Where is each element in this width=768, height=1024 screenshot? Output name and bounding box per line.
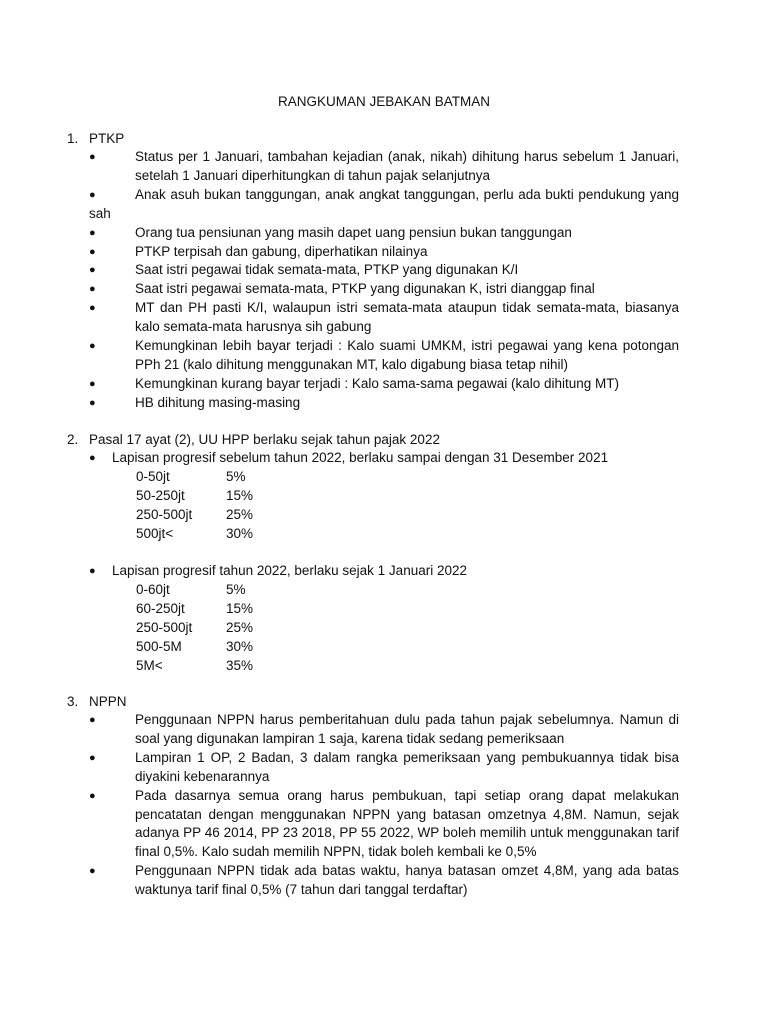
bullet-icon: ● (89, 396, 96, 409)
rate-percent: 5% (226, 468, 246, 484)
bullet-icon: ● (89, 264, 96, 277)
list-item: ● Penggunaan NPPN harus pemberitahuan dulu pada tahun pajak sebelumnya. Namun di soal yang digunakan lampiran 1 saja, karena tidak sedang pemeriksaan (89, 712, 679, 746)
rate-range: 5M< (136, 657, 163, 673)
bullet-icon: ● (89, 340, 96, 353)
rate-range: 60-250jt (136, 601, 185, 617)
rate-row (67, 487, 679, 506)
section-title: PTKP (89, 131, 125, 146)
bullet-icon: ● (89, 151, 96, 163)
rate-row (67, 581, 679, 600)
list-item: ● Lapisan progresif sebelum tahun 2022, berlaku sampai dengan 31 Desember 2021 (67, 449, 679, 468)
document-title: RANGKUMAN JEBAKAN BATMAN (277, 94, 491, 109)
bullet-icon: ● (89, 226, 96, 239)
rate-percent: 25% (226, 620, 254, 636)
bullet-icon: ● (89, 751, 96, 764)
list-item: ● Saat istri pegawai tidak semata-mata, PTKP yang digunakan K/I (67, 261, 679, 280)
section-title: Pasal 17 ayat (2), UU HPP berlaku sejak tahun pajak 2022 (89, 432, 440, 447)
rate-percent: 15% (226, 601, 254, 617)
bullet-icon: ● (89, 865, 96, 878)
rate-range: 250-500jt (136, 620, 193, 636)
section-heading (67, 430, 679, 449)
bullet-icon: ● (89, 565, 96, 578)
bullet-icon: ● (89, 283, 96, 296)
rate-row (67, 619, 679, 638)
rate-range: 50-250jt (136, 487, 185, 503)
rate-row (67, 600, 679, 619)
section-title: NPPN (89, 694, 127, 709)
list-item: ● Status per 1 Januari, tambahan kejadian (anak, nikah) dihitung harus sebelum 1 Januari, setelah 1 Januari diperhitungkan di tahun pajak selanjutnya (89, 149, 679, 183)
rate-row (67, 468, 679, 487)
list-item: ● Lampiran 1 OP, 2 Badan, 3 dalam rangka pemeriksaan yang pembukuannya tidak bisa diyakini kebenarannya (89, 749, 679, 784)
list-item: ● Kemungkinan lebih bayar terjadi : Kalo suami UMKM, istri pegawai yang kena potongan PPh 21 (kalo dihitung menggunakan MT, kalo digabung biasa tetap nihil) (89, 338, 679, 372)
bullet-icon: ● (89, 245, 96, 258)
list-item: ● Saat istri pegawai semata-mata, PTKP yang digunakan K, istri dianggap final (67, 280, 679, 299)
rate-range: 500jt< (136, 525, 174, 541)
bullet-icon: ● (89, 188, 96, 201)
rate-range: 250-500jt (136, 506, 193, 522)
list-item: ● PTKP terpisah dan gabung, diperhatikan nilainya (67, 243, 679, 262)
rate-percent: 15% (226, 487, 254, 503)
bullet-icon: ● (89, 377, 96, 390)
rate-range: 0-60jt (136, 582, 170, 598)
section-number: 3. (67, 694, 79, 709)
section-number: 2. (67, 432, 79, 447)
section-pasal-17 (67, 430, 679, 676)
rate-range: 0-50jt (136, 468, 170, 484)
list-item: ● Anak asuh bukan tanggungan, anak angkat tanggungan, perlu ada bukti pendukung yang sah (89, 186, 679, 221)
list-item: ● Pada dasarnya semua orang harus pembukuan, tapi setiap orang dapat melakukan pencatatan dengan menggunakan NPPN yang batasan omzetnya 4,8M. Namun, sejak adanya PP 46 2014, PP 23 2018, PP 55 2022, WP boleh memilih untuk menggunakan tarif final 0,5%. Kalo sudah memilih NPPN, tidak boleh kembali ke 0,5% (89, 787, 679, 860)
bullet-icon: ● (89, 302, 96, 315)
section-heading (67, 129, 679, 148)
list-item: ● MT dan PH pasti K/I, walaupun istri semata-mata ataupun tidak semata-mata, biasanya kalo semata-mata harusnya sih gabung (89, 300, 679, 335)
bullet-icon: ● (89, 714, 96, 726)
rate-percent: 25% (226, 506, 254, 522)
rate-row (67, 506, 679, 525)
list-item: ● HB dihitung masing-masing (67, 394, 679, 413)
rate-percent: 5% (226, 582, 246, 598)
list-item: ● Orang tua pensiunan yang masih dapet uang pensiun bukan tanggungan (67, 224, 679, 243)
rate-row (67, 525, 679, 544)
section-heading (67, 692, 679, 711)
rate-row (67, 657, 679, 676)
rate-row (67, 638, 679, 657)
rate-percent: 35% (226, 657, 254, 673)
bullet-icon: ● (89, 452, 96, 464)
rate-percent: 30% (226, 638, 254, 654)
bullet-icon: ● (89, 789, 96, 802)
section-nppn (67, 692, 679, 900)
section-number: 1. (67, 131, 79, 146)
section-ptkp (67, 129, 679, 413)
list-item: ● Penggunaan NPPN tidak ada batas waktu, hanya batasan omzet 4,8M, yang ada batas waktunya tarif final 0,5% (7 tahun dari tanggal terdaftar) (89, 863, 679, 898)
list-item: ● Lapisan progresif tahun 2022, berlaku sejak 1 Januari 2022 (67, 562, 679, 581)
rate-range: 500-5M (136, 638, 182, 654)
list-item: ● Kemungkinan kurang bayar terjadi : Kalo sama-sama pegawai (kalo dihitung MT) (67, 375, 679, 394)
rate-percent: 30% (226, 525, 254, 541)
